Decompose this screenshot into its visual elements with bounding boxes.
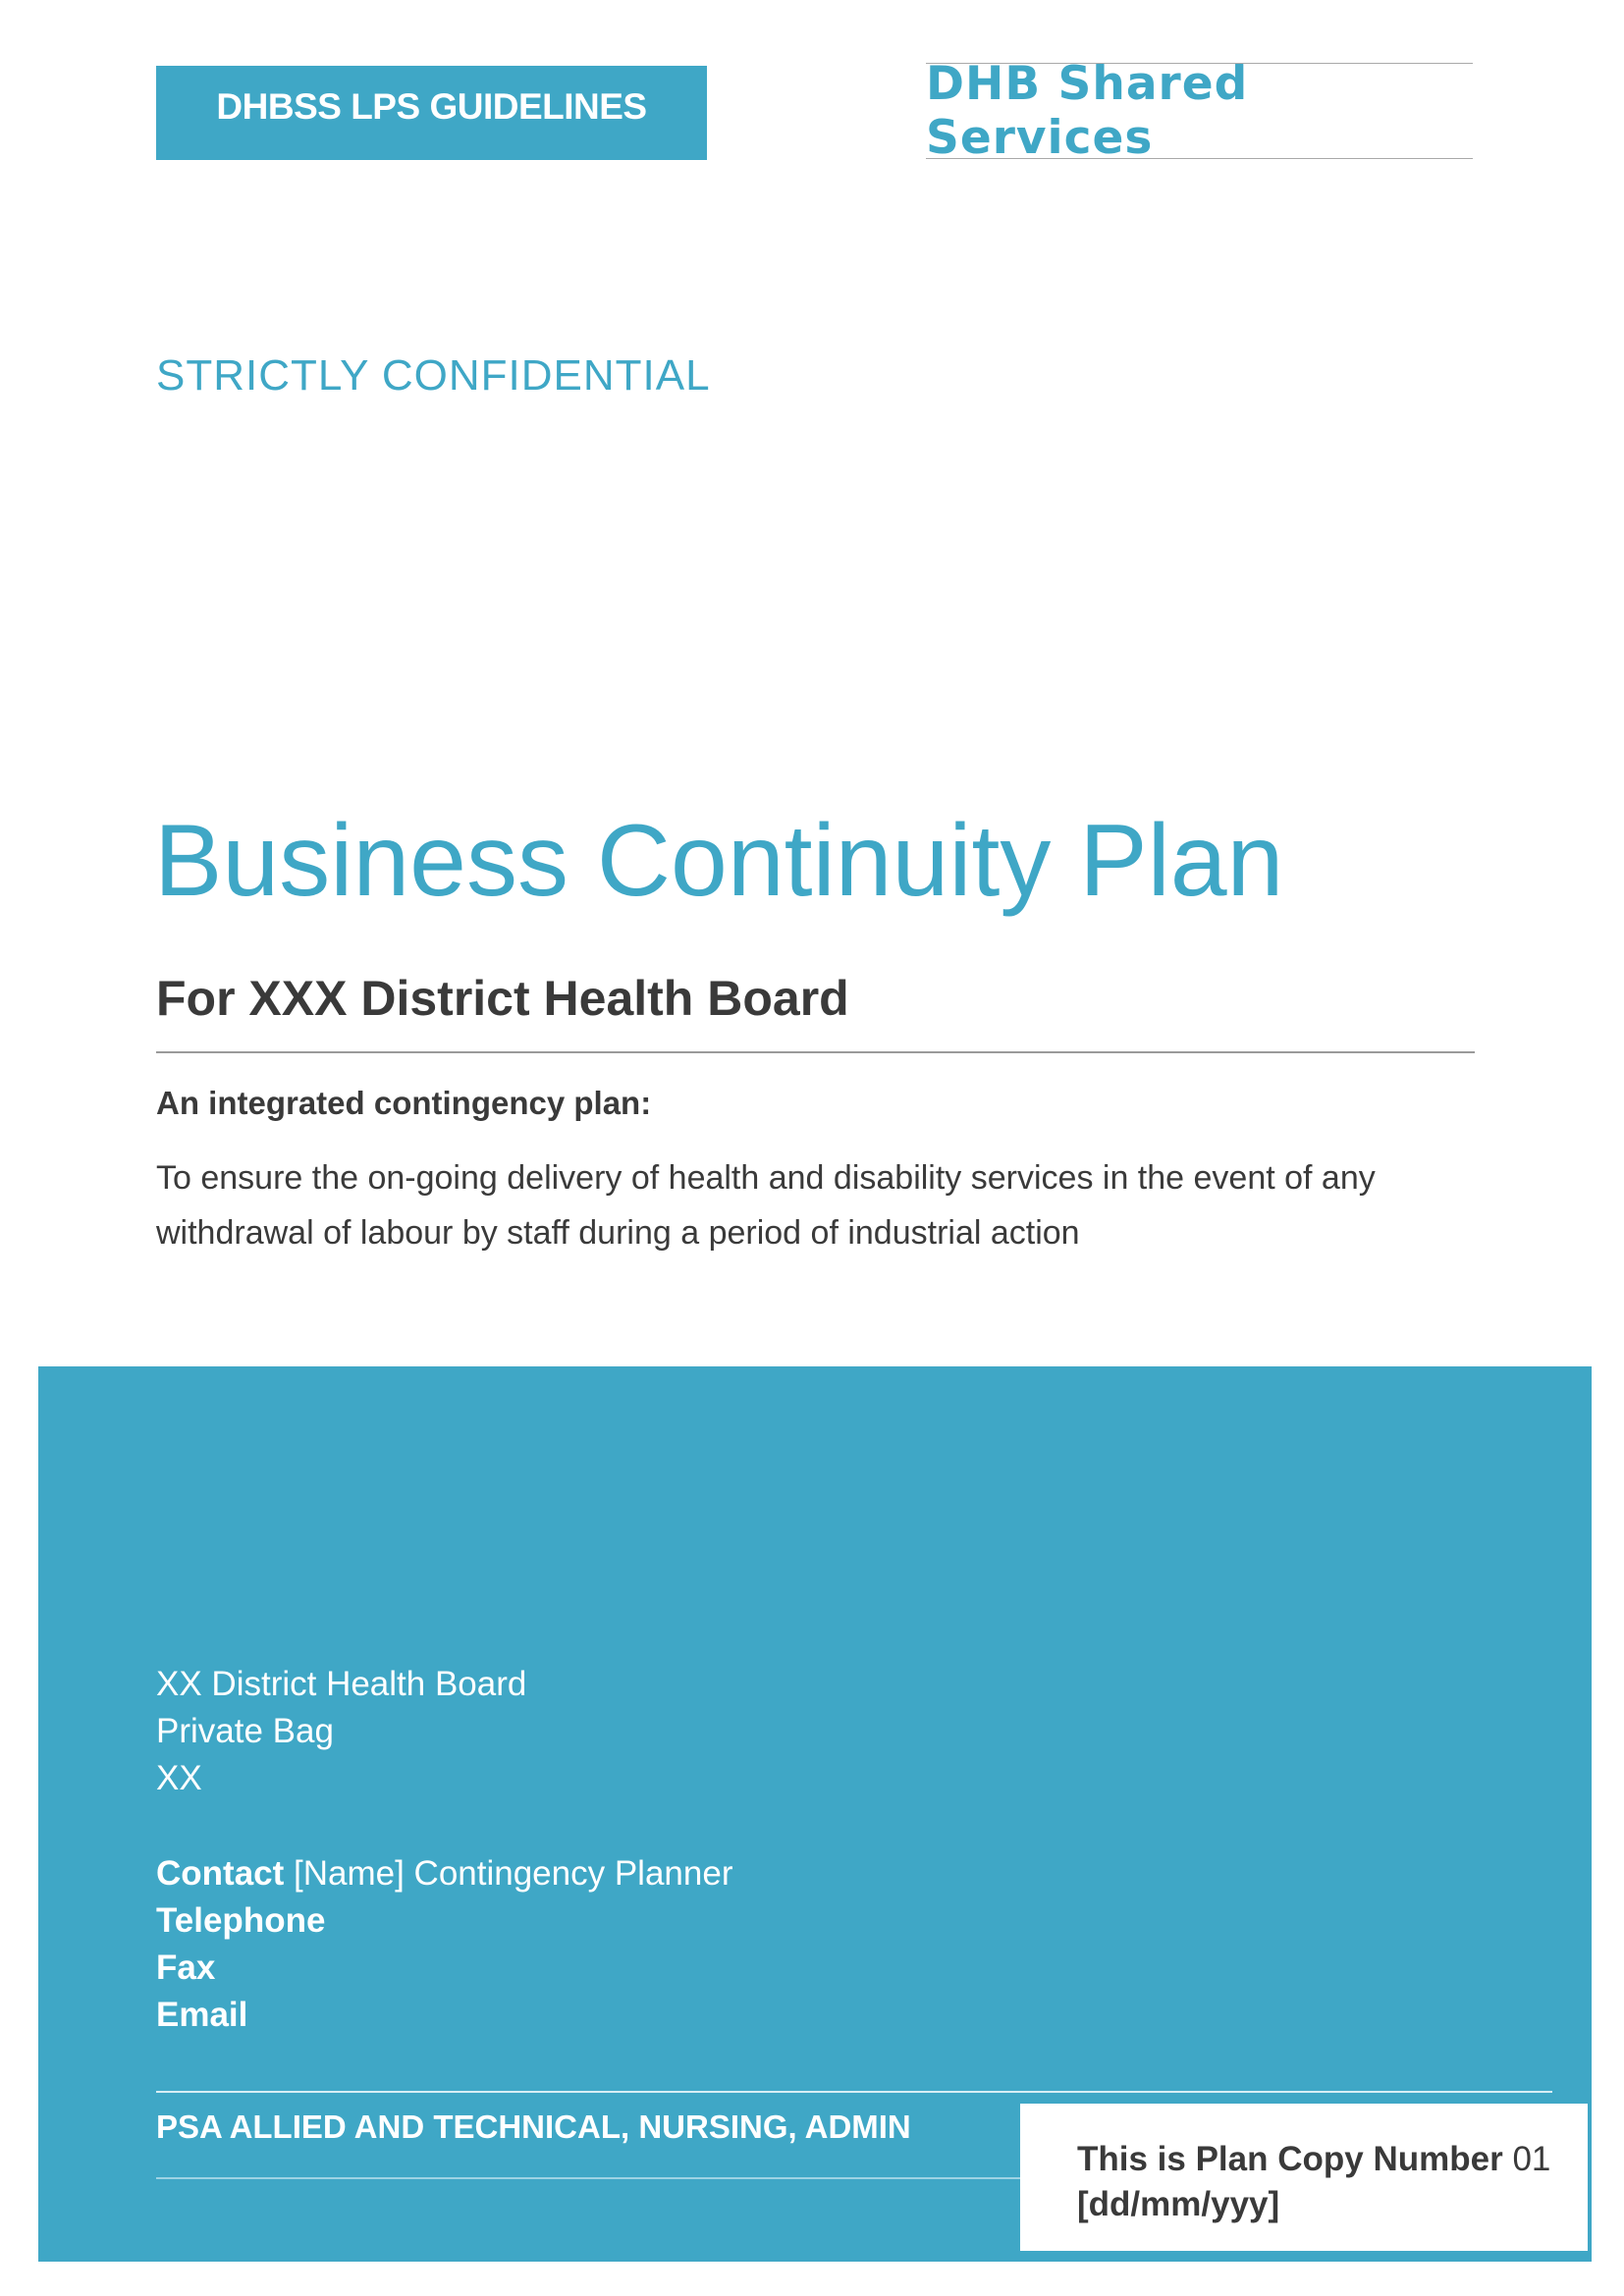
intro-body: To ensure the on-going delivery of health and disability services in the event of any withdrawal of labour by staff during a period of industrial action: [156, 1159, 1376, 1252]
plan-copy-box: [1020, 2104, 1588, 2251]
fax-row: [156, 1945, 732, 1992]
contact-row: [156, 1850, 732, 1897]
unions-label: PSA ALLIED AND TECHNICAL, NURSING, ADMIN: [156, 2109, 911, 2145]
contact-label: Contact: [156, 1854, 285, 1893]
address-line: XX: [156, 1759, 202, 1797]
footer-divider-top: [156, 2091, 1552, 2093]
intro-label: An integrated contingency plan:: [156, 1085, 652, 1121]
fax-label: Fax: [156, 1949, 216, 1987]
plan-copy-date-line: [1077, 2182, 1588, 2227]
telephone-label: Telephone: [156, 1901, 326, 1940]
plan-copy-line: [1077, 2137, 1588, 2182]
email-label: Email: [156, 1996, 248, 2034]
guidelines-badge-label: DHBSS LPS GUIDELINES: [216, 86, 647, 127]
plan-copy-label: This is Plan Copy Number: [1077, 2140, 1503, 2178]
brand-name: DHB Shared Services: [926, 63, 1473, 159]
contact-block: [156, 1850, 732, 2039]
address-block: [156, 1661, 526, 1802]
document-title: Business Continuity Plan: [154, 804, 1284, 918]
plan-copy-date: [dd/mm/yyy]: [1077, 2185, 1280, 2223]
title-divider: [156, 1051, 1475, 1053]
contact-value: [Name] Contingency Planner: [294, 1854, 733, 1893]
guidelines-badge: [156, 66, 707, 160]
classification-label: STRICTLY CONFIDENTIAL: [156, 351, 711, 400]
footer-divider-bottom: [156, 2177, 1020, 2179]
document-subtitle: For XXX District Health Board: [156, 971, 849, 1026]
address-line: XX District Health Board: [156, 1665, 527, 1703]
plan-copy-number: 01: [1512, 2140, 1551, 2178]
telephone-row: [156, 1897, 732, 1945]
address-line: Private Bag: [156, 1712, 334, 1750]
email-row: [156, 1992, 732, 2039]
